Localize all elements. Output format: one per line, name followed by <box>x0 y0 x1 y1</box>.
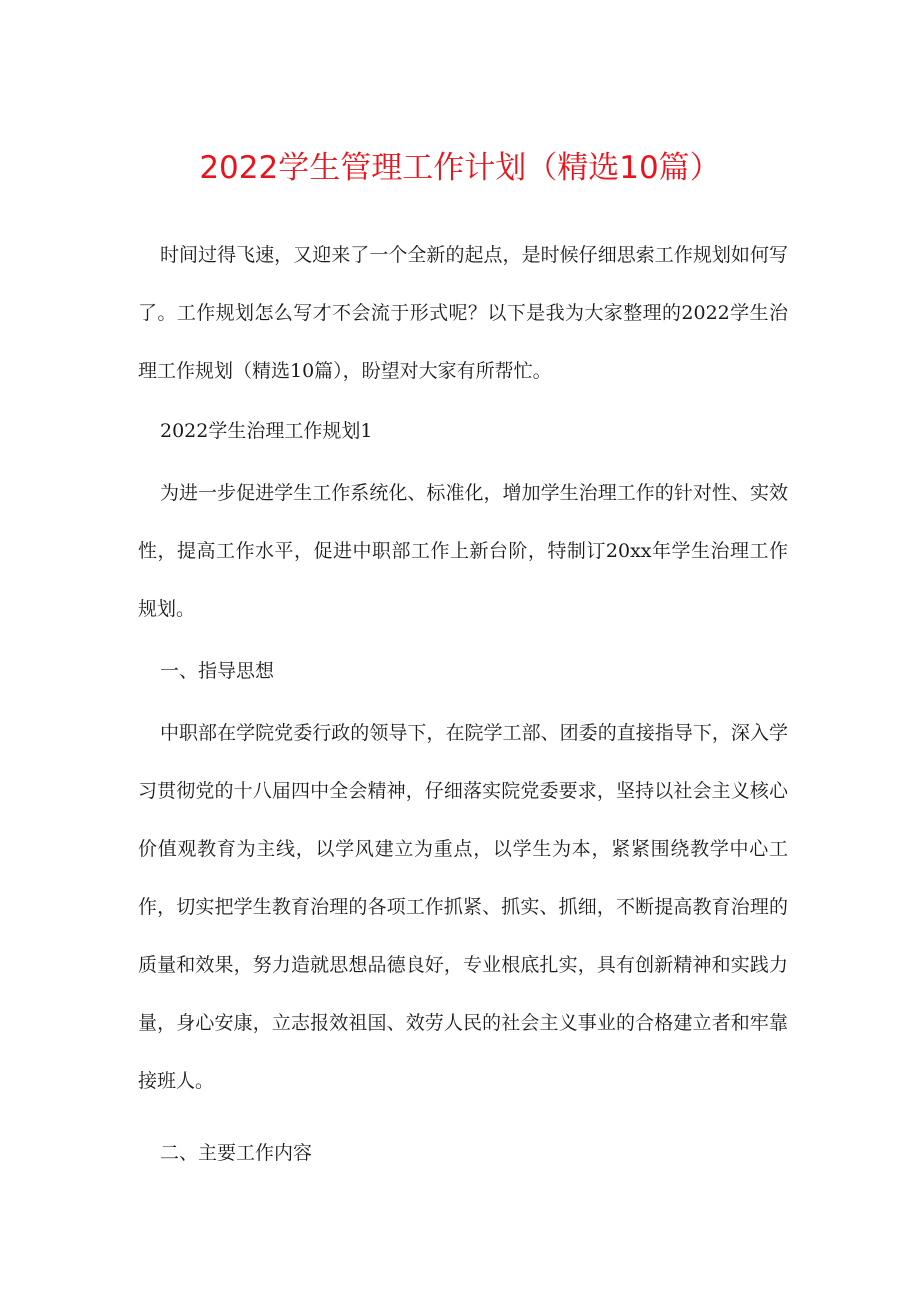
paragraph-guiding-ideology: 中职部在学院党委行政的领导下，在院学工部、团委的直接指导下，深入学习贯彻党的十八届四中全会精神，仔细落实院党委要求，坚持以社会主义核心价值观教育为主线，以学风建立为重点，以学生为本，紧紧围绕教学中心工作，切实把学生教育治理的各项工作抓紧、抓实、抓细，不断提高教育治理的质量和效果，努力造就思想品德良好，专业根底扎实，具有创新精神和实践力量，身心安康，立志报效祖国、效劳人民的社会主义事业的合格建立者和牢靠接班人。 <box>138 722 788 1092</box>
section-title: 2022学生治理工作规划1 <box>160 420 373 442</box>
document-title: 2022学生管理工作计划（精选10篇） <box>199 150 721 186</box>
heading-main-work: 二、主要工作内容 <box>160 1142 313 1164</box>
paragraph-purpose: 为进一步促进学生工作系统化、标准化，增加学生治理工作的针对性、实效性，提高工作水平，促进中职部工作上新台阶，特制订20xx年学生治理工作规划。 <box>138 482 788 620</box>
intro-paragraph: 时间过得飞速，又迎来了一个全新的起点，是时候仔细思索工作规划如何写了。工作规划怎么写才不会流于形式呢？以下是我为大家整理的2022学生治理工作规划（精选10篇），盼望对大家有所帮忙。 <box>138 244 788 382</box>
heading-guiding-ideology: 一、指导思想 <box>160 660 275 682</box>
